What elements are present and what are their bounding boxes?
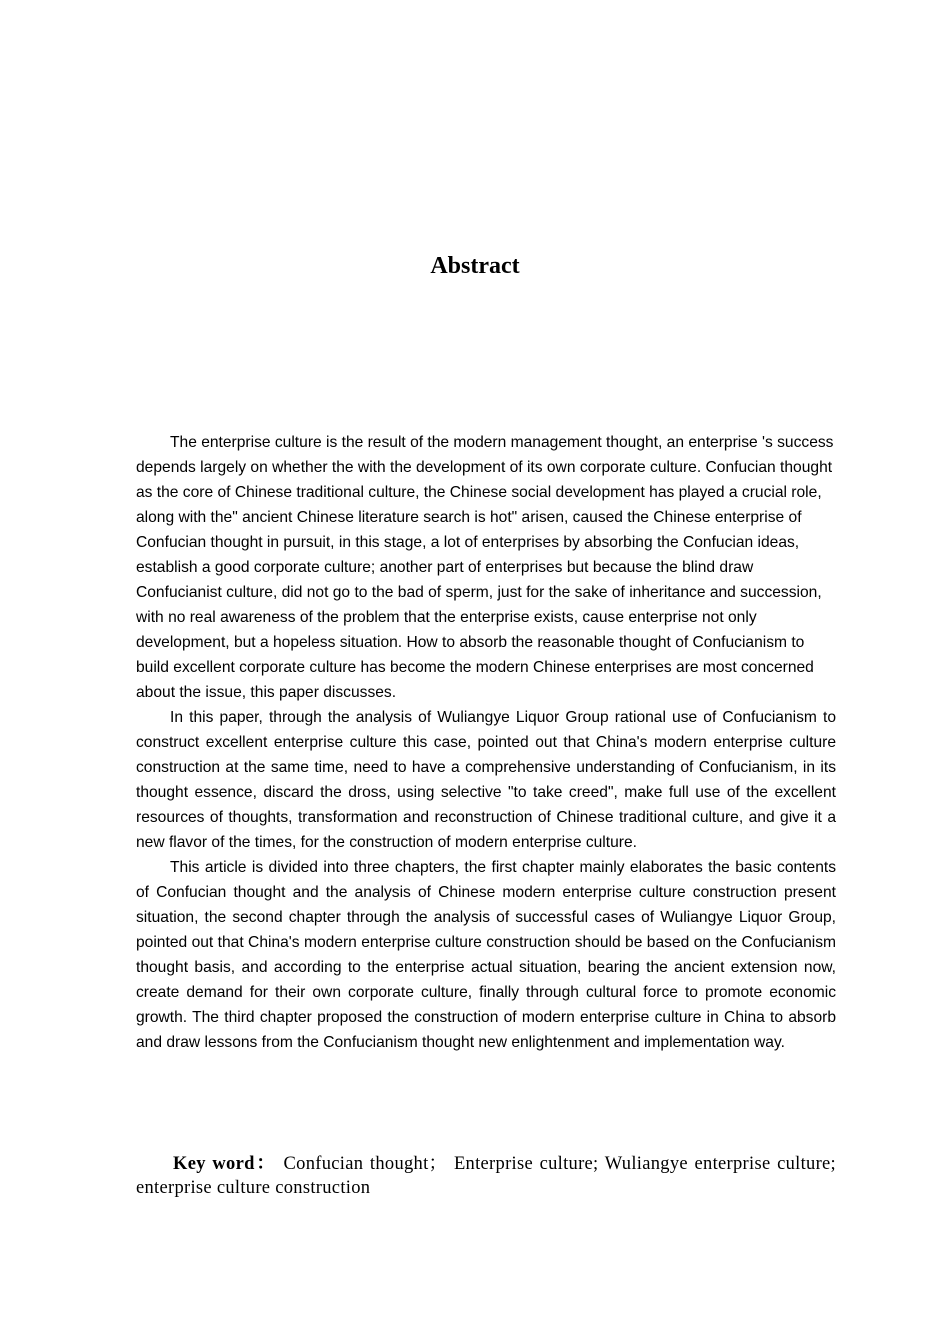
abstract-body: [136, 430, 836, 1055]
keywords-text: Confucian thought； Enterprise culture; Wuliangye enterprise culture; enterprise culture construction: [136, 1154, 836, 1198]
abstract-paragraph-2: In this paper, through the analysis of Wuliangye Liquor Group rational use of Confucianism to construct excellent enterprise culture this case, pointed out that China's modern enterprise culture construction at the same time, need to have a comprehensive understanding of Confucianism, in its thought essence, discard the dross, using selective "to take creed", make full use of the excellent resources of thoughts, transformation and reconstruction of Chinese traditional culture, and give it a new flavor of the times, for the construction of modern enterprise culture.: [136, 709, 836, 851]
abstract-paragraph-3: This article is divided into three chapters, the first chapter mainly elaborates the basic contents of Confucian thought and the analysis of Chinese modern enterprise culture construction present situation, the second chapter through the analysis of successful cases of Wuliangye Liquor Group, pointed out that China's modern enterprise culture construction should be based on the Confucianism thought basis, and according to the enterprise actual situation, bearing the ancient extension now, create demand for their own corporate culture, finally through cultural force to promote economic growth. The third chapter proposed the construction of modern enterprise culture in China to absorb and draw lessons from the Confucianism thought new enlightenment and implementation way.: [136, 859, 836, 1051]
keywords-label: Key word：: [173, 1154, 277, 1174]
keywords-line: [136, 1152, 836, 1200]
page-title: Abstract: [430, 253, 520, 279]
abstract-paragraph-1: The enterprise culture is the result of the modern management thought, an enterprise 's success depends largely on whether the with the development of its own corporate culture. Confucian thought as the core of Chinese traditional culture, the Chinese social development has played a crucial role, along with the" ancient Chinese literature search is hot" arisen, caused the Chinese enterprise of Confucian thought in pursuit, in this stage, a lot of enterprises by absorbing the Confucian ideas, establish a good corporate culture; another part of enterprises but because the blind draw Confucianist culture, did not go to the bad of sperm, just for the sake of inheritance and succession, with no real awareness of the problem that the enterprise exists, cause enterprise not only development, but a hopeless situation. How to absorb the reasonable thought of Confucianism to build excellent corporate culture has become the modern Chinese enterprises are most concerned about the issue, this paper discusses.: [136, 434, 834, 701]
